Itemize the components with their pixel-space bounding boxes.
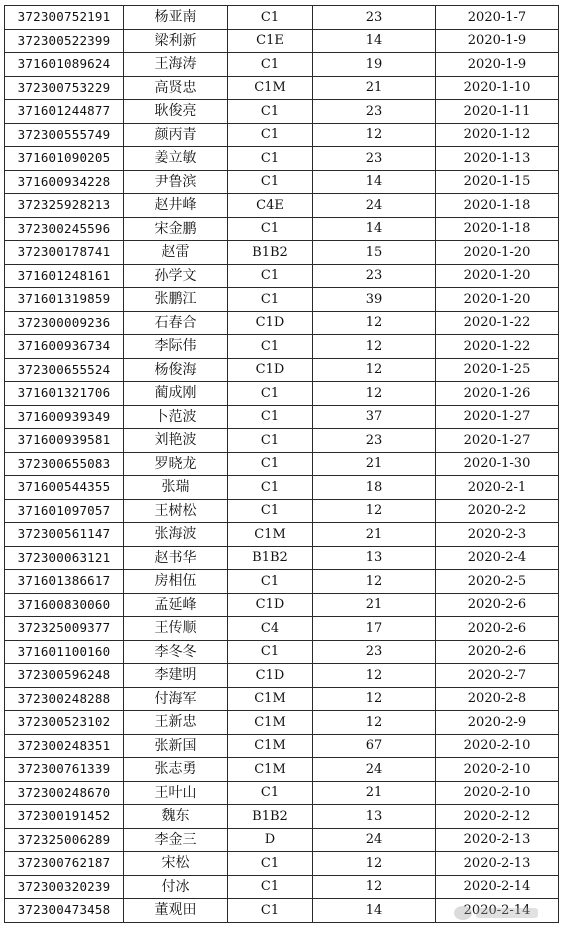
cell-count: 24 xyxy=(313,758,436,782)
cell-date: 2020-1-15 xyxy=(436,170,559,194)
table-row xyxy=(5,29,559,53)
table-row xyxy=(5,452,559,476)
cell-license-class: C1 xyxy=(228,100,313,124)
cell-license-class: C1 xyxy=(228,781,313,805)
table-row xyxy=(5,264,559,288)
cell-record-id: 372300761339 xyxy=(5,758,124,782)
cell-name: 张新国 xyxy=(124,734,228,758)
cell-count: 12 xyxy=(313,852,436,876)
cell-date: 2020-1-11 xyxy=(436,100,559,124)
table-row xyxy=(5,382,559,406)
cell-count: 12 xyxy=(313,382,436,406)
cell-record-id: 372300191452 xyxy=(5,805,124,829)
cell-license-class: C1 xyxy=(228,53,313,77)
cell-date: 2020-2-7 xyxy=(436,664,559,688)
cell-record-id: 372300245596 xyxy=(5,217,124,241)
cell-license-class: C1 xyxy=(228,264,313,288)
cell-count: 23 xyxy=(313,100,436,124)
cell-name: 张瑞 xyxy=(124,476,228,500)
cell-count: 23 xyxy=(313,264,436,288)
cell-record-id: 372300473458 xyxy=(5,899,124,923)
cell-count: 21 xyxy=(313,76,436,100)
cell-date: 2020-1-25 xyxy=(436,358,559,382)
cell-name: 王叶山 xyxy=(124,781,228,805)
cell-license-class: C1M xyxy=(228,76,313,100)
table-row xyxy=(5,100,559,124)
cell-count: 17 xyxy=(313,617,436,641)
cell-name: 王传顺 xyxy=(124,617,228,641)
cell-date: 2020-2-14 xyxy=(436,875,559,899)
cell-date: 2020-1-22 xyxy=(436,311,559,335)
table-row xyxy=(5,311,559,335)
cell-date: 2020-1-20 xyxy=(436,288,559,312)
cell-count: 12 xyxy=(313,311,436,335)
cell-date: 2020-2-13 xyxy=(436,852,559,876)
cell-record-id: 371600830060 xyxy=(5,593,124,617)
cell-name: 李建明 xyxy=(124,664,228,688)
cell-record-id: 371600936734 xyxy=(5,335,124,359)
cell-record-id: 371601319859 xyxy=(5,288,124,312)
cell-name: 孟延峰 xyxy=(124,593,228,617)
cell-license-class: C1M xyxy=(228,758,313,782)
cell-license-class: C1M xyxy=(228,734,313,758)
cell-license-class: C1 xyxy=(228,899,313,923)
cell-name: 王树松 xyxy=(124,499,228,523)
table-row xyxy=(5,546,559,570)
cell-count: 21 xyxy=(313,781,436,805)
cell-date: 2020-1-10 xyxy=(436,76,559,100)
cell-name: 赵雷 xyxy=(124,241,228,265)
cell-record-id: 371601090205 xyxy=(5,147,124,171)
cell-license-class: C4 xyxy=(228,617,313,641)
cell-record-id: 372300522399 xyxy=(5,29,124,53)
cell-count: 19 xyxy=(313,53,436,77)
cell-count: 21 xyxy=(313,523,436,547)
cell-date: 2020-1-20 xyxy=(436,241,559,265)
cell-license-class: C1 xyxy=(228,875,313,899)
cell-name: 宋金鹏 xyxy=(124,217,228,241)
cell-count: 12 xyxy=(313,875,436,899)
records-table-body xyxy=(5,6,559,923)
cell-license-class: C1 xyxy=(228,217,313,241)
cell-name: 张鹏江 xyxy=(124,288,228,312)
cell-count: 13 xyxy=(313,805,436,829)
cell-count: 37 xyxy=(313,405,436,429)
cell-name: 李冬冬 xyxy=(124,640,228,664)
cell-count: 23 xyxy=(313,6,436,30)
cell-date: 2020-1-27 xyxy=(436,405,559,429)
cell-record-id: 371601100160 xyxy=(5,640,124,664)
table-row xyxy=(5,147,559,171)
cell-name: 李金三 xyxy=(124,828,228,852)
cell-name: 付冰 xyxy=(124,875,228,899)
cell-record-id: 372300655524 xyxy=(5,358,124,382)
cell-record-id: 372300752191 xyxy=(5,6,124,30)
cell-count: 39 xyxy=(313,288,436,312)
cell-record-id: 371600934228 xyxy=(5,170,124,194)
cell-count: 21 xyxy=(313,593,436,617)
cell-name: 赵书华 xyxy=(124,546,228,570)
cell-license-class: C1 xyxy=(228,429,313,453)
cell-count: 21 xyxy=(313,452,436,476)
cell-record-id: 372300248670 xyxy=(5,781,124,805)
cell-name: 李际伟 xyxy=(124,335,228,359)
cell-name: 房相伍 xyxy=(124,570,228,594)
cell-record-id: 372300063121 xyxy=(5,546,124,570)
cell-date: 2020-1-9 xyxy=(436,29,559,53)
table-row xyxy=(5,617,559,641)
table-row xyxy=(5,6,559,30)
cell-date: 2020-2-2 xyxy=(436,499,559,523)
cell-count: 13 xyxy=(313,546,436,570)
cell-date: 2020-2-5 xyxy=(436,570,559,594)
table-row xyxy=(5,781,559,805)
table-row xyxy=(5,593,559,617)
table-row xyxy=(5,499,559,523)
cell-license-class: C1 xyxy=(228,382,313,406)
cell-record-id: 371600544355 xyxy=(5,476,124,500)
cell-record-id: 371600939349 xyxy=(5,405,124,429)
cell-record-id: 371601248161 xyxy=(5,264,124,288)
cell-license-class: C1 xyxy=(228,476,313,500)
cell-name: 张志勇 xyxy=(124,758,228,782)
cell-name: 付海军 xyxy=(124,687,228,711)
table-row xyxy=(5,241,559,265)
table-row xyxy=(5,570,559,594)
table-row xyxy=(5,217,559,241)
cell-count: 18 xyxy=(313,476,436,500)
cell-name: 赵井峰 xyxy=(124,194,228,218)
cell-name: 张海波 xyxy=(124,523,228,547)
cell-count: 14 xyxy=(313,899,436,923)
cell-license-class: C1 xyxy=(228,570,313,594)
cell-license-class: C1 xyxy=(228,499,313,523)
cell-license-class: B1B2 xyxy=(228,805,313,829)
cell-date: 2020-1-22 xyxy=(436,335,559,359)
cell-license-class: C1M xyxy=(228,523,313,547)
cell-license-class: C1 xyxy=(228,852,313,876)
cell-date: 2020-1-13 xyxy=(436,147,559,171)
cell-date: 2020-2-3 xyxy=(436,523,559,547)
table-row xyxy=(5,123,559,147)
cell-name: 魏东 xyxy=(124,805,228,829)
cell-name: 王新忠 xyxy=(124,711,228,735)
cell-license-class: C1D xyxy=(228,358,313,382)
cell-count: 12 xyxy=(313,711,436,735)
cell-record-id: 372325009377 xyxy=(5,617,124,641)
cell-date: 2020-2-4 xyxy=(436,546,559,570)
table-row xyxy=(5,288,559,312)
cell-count: 67 xyxy=(313,734,436,758)
cell-record-id: 372300596248 xyxy=(5,664,124,688)
cell-record-id: 372300762187 xyxy=(5,852,124,876)
cell-record-id: 372300248351 xyxy=(5,734,124,758)
table-row xyxy=(5,405,559,429)
records-table xyxy=(4,5,559,923)
cell-license-class: C4E xyxy=(228,194,313,218)
cell-record-id: 372300248288 xyxy=(5,687,124,711)
table-row xyxy=(5,852,559,876)
cell-license-class: B1B2 xyxy=(228,546,313,570)
cell-date: 2020-1-30 xyxy=(436,452,559,476)
table-row xyxy=(5,828,559,852)
cell-license-class: C1 xyxy=(228,640,313,664)
cell-date: 2020-2-10 xyxy=(436,758,559,782)
cell-name: 梁利新 xyxy=(124,29,228,53)
cell-name: 宋松 xyxy=(124,852,228,876)
cell-name: 姜立敏 xyxy=(124,147,228,171)
table-row xyxy=(5,664,559,688)
cell-count: 24 xyxy=(313,828,436,852)
cell-license-class: C1D xyxy=(228,664,313,688)
cell-record-id: 372300009236 xyxy=(5,311,124,335)
cell-name: 石春合 xyxy=(124,311,228,335)
table-row xyxy=(5,687,559,711)
cell-date: 2020-1-27 xyxy=(436,429,559,453)
cell-name: 孙学文 xyxy=(124,264,228,288)
cell-date: 2020-1-12 xyxy=(436,123,559,147)
table-row xyxy=(5,875,559,899)
cell-name: 董观田 xyxy=(124,899,228,923)
cell-name: 杨俊海 xyxy=(124,358,228,382)
cell-date: 2020-2-13 xyxy=(436,828,559,852)
cell-count: 23 xyxy=(313,147,436,171)
table-row xyxy=(5,711,559,735)
cell-name: 刘艳波 xyxy=(124,429,228,453)
table-row xyxy=(5,429,559,453)
cell-count: 14 xyxy=(313,217,436,241)
cell-record-id: 371601321706 xyxy=(5,382,124,406)
cell-date: 2020-2-12 xyxy=(436,805,559,829)
cell-date: 2020-2-9 xyxy=(436,711,559,735)
cell-record-id: 372300561147 xyxy=(5,523,124,547)
cell-date: 2020-2-1 xyxy=(436,476,559,500)
cell-record-id: 371601386617 xyxy=(5,570,124,594)
table-row xyxy=(5,899,559,923)
cell-name: 杨亚南 xyxy=(124,6,228,30)
cell-record-id: 372300753229 xyxy=(5,76,124,100)
cell-count: 12 xyxy=(313,335,436,359)
cell-date: 2020-1-18 xyxy=(436,217,559,241)
cell-record-id: 372300655083 xyxy=(5,452,124,476)
cell-date: 2020-2-10 xyxy=(436,734,559,758)
cell-count: 12 xyxy=(313,358,436,382)
table-row xyxy=(5,476,559,500)
cell-record-id: 372300555749 xyxy=(5,123,124,147)
cell-record-id: 371600939581 xyxy=(5,429,124,453)
cell-record-id: 372325928213 xyxy=(5,194,124,218)
cell-count: 12 xyxy=(313,123,436,147)
cell-count: 23 xyxy=(313,429,436,453)
cell-name: 尹鲁滨 xyxy=(124,170,228,194)
cell-name: 耿俊亮 xyxy=(124,100,228,124)
cell-count: 12 xyxy=(313,499,436,523)
table-row xyxy=(5,805,559,829)
cell-license-class: C1 xyxy=(228,452,313,476)
table-row xyxy=(5,53,559,77)
cell-date: 2020-2-6 xyxy=(436,640,559,664)
cell-license-class: C1D xyxy=(228,593,313,617)
cell-name: 高贤忠 xyxy=(124,76,228,100)
table-row xyxy=(5,358,559,382)
cell-count: 12 xyxy=(313,570,436,594)
cell-license-class: C1 xyxy=(228,335,313,359)
cell-record-id: 371601097057 xyxy=(5,499,124,523)
cell-count: 12 xyxy=(313,664,436,688)
cell-license-class: C1 xyxy=(228,405,313,429)
cell-name: 卜范波 xyxy=(124,405,228,429)
cell-date: 2020-2-10 xyxy=(436,781,559,805)
cell-date: 2020-1-20 xyxy=(436,264,559,288)
cell-license-class: C1 xyxy=(228,288,313,312)
table-row xyxy=(5,523,559,547)
cell-count: 14 xyxy=(313,170,436,194)
cell-license-class: C1 xyxy=(228,123,313,147)
table-row xyxy=(5,194,559,218)
table-row xyxy=(5,335,559,359)
cell-count: 15 xyxy=(313,241,436,265)
cell-date: 2020-1-7 xyxy=(436,6,559,30)
cell-date: 2020-2-14 xyxy=(436,899,559,923)
cell-name: 颜丙青 xyxy=(124,123,228,147)
cell-count: 24 xyxy=(313,194,436,218)
cell-record-id: 371601089624 xyxy=(5,53,124,77)
table-row xyxy=(5,734,559,758)
cell-name: 蔺成刚 xyxy=(124,382,228,406)
cell-license-class: C1 xyxy=(228,147,313,171)
cell-date: 2020-2-6 xyxy=(436,617,559,641)
cell-record-id: 372300320239 xyxy=(5,875,124,899)
cell-count: 23 xyxy=(313,640,436,664)
cell-date: 2020-1-9 xyxy=(436,53,559,77)
cell-license-class: C1 xyxy=(228,170,313,194)
table-row xyxy=(5,76,559,100)
cell-license-class: C1E xyxy=(228,29,313,53)
cell-license-class: D xyxy=(228,828,313,852)
cell-record-id: 372300523102 xyxy=(5,711,124,735)
cell-license-class: C1M xyxy=(228,687,313,711)
cell-date: 2020-1-26 xyxy=(436,382,559,406)
cell-count: 12 xyxy=(313,687,436,711)
cell-record-id: 371601244877 xyxy=(5,100,124,124)
cell-record-id: 372300178741 xyxy=(5,241,124,265)
cell-count: 14 xyxy=(313,29,436,53)
cell-license-class: B1B2 xyxy=(228,241,313,265)
cell-name: 罗晓龙 xyxy=(124,452,228,476)
cell-license-class: C1 xyxy=(228,6,313,30)
cell-date: 2020-2-8 xyxy=(436,687,559,711)
table-row xyxy=(5,640,559,664)
cell-license-class: C1M xyxy=(228,711,313,735)
table-row xyxy=(5,758,559,782)
cell-date: 2020-2-6 xyxy=(436,593,559,617)
cell-date: 2020-1-18 xyxy=(436,194,559,218)
cell-record-id: 372325006289 xyxy=(5,828,124,852)
cell-name: 王海涛 xyxy=(124,53,228,77)
table-row xyxy=(5,170,559,194)
cell-license-class: C1D xyxy=(228,311,313,335)
